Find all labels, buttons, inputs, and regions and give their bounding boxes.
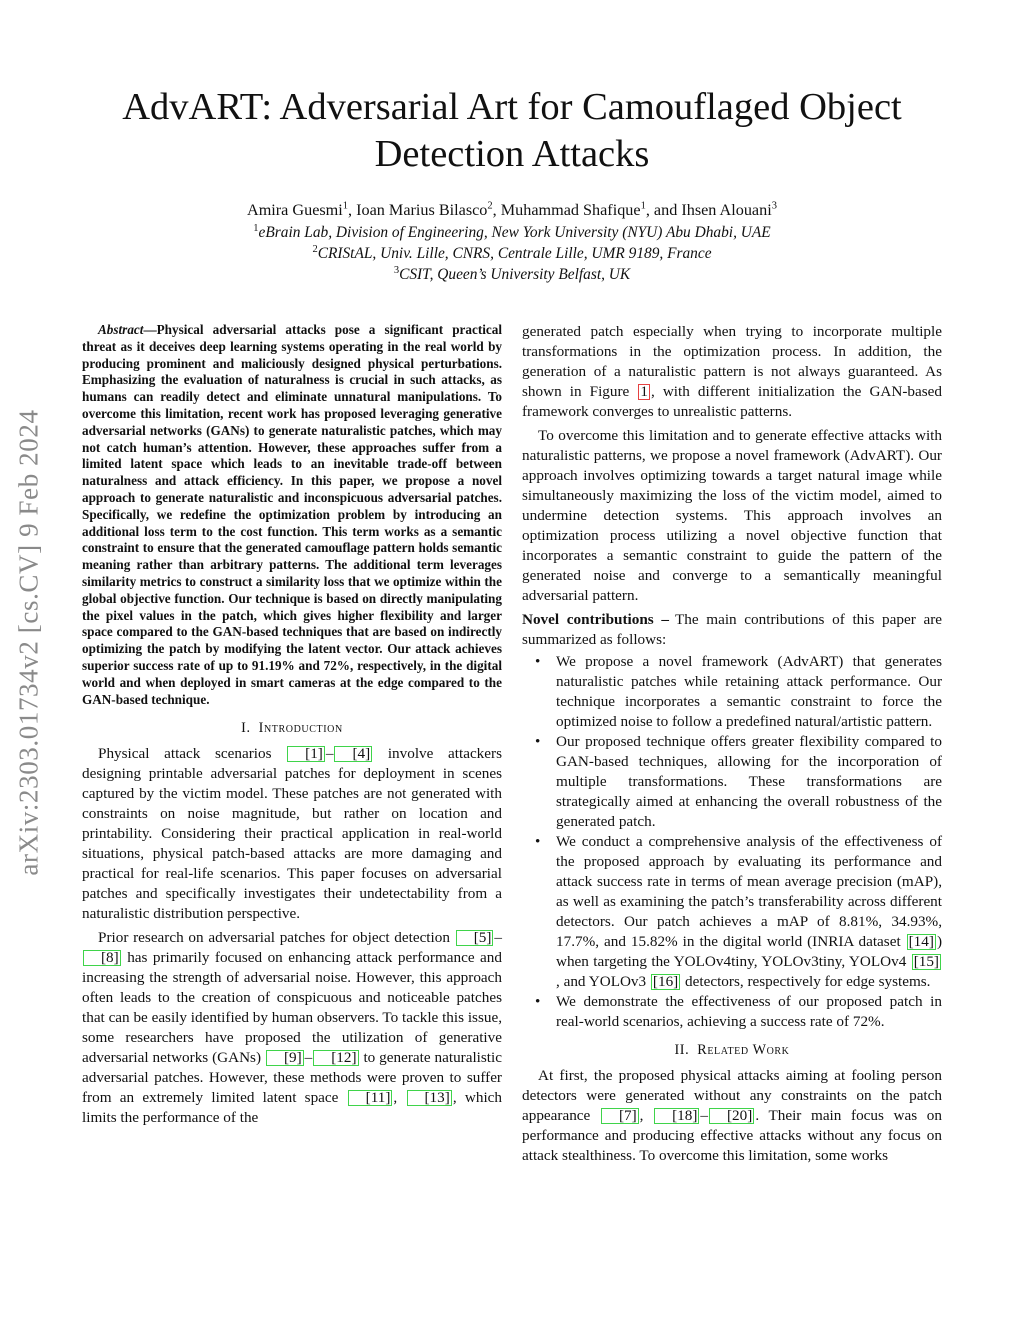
affiliation-text: eBrain Lab, Division of Engineering, New York University (NYU) Abu Dhabi, UAE: [258, 224, 771, 241]
paragraph-text: , which limits the performance of the: [82, 1089, 502, 1127]
contribution-bullet-3: [556, 832, 942, 992]
affiliation-line: [60, 223, 964, 243]
arxiv-identifier: [6, 362, 52, 922]
paragraph-text: . Their main focus was on performance and producing effective attacks without any focus on attack stealthiness. To overcome this limitation, some works: [522, 1107, 942, 1164]
affiliation-number: 3: [393, 264, 400, 276]
continued-paragraph: [522, 322, 942, 422]
affiliation-line: [60, 265, 964, 285]
citation-link[interactable]: [9]: [266, 1050, 304, 1066]
citation-link[interactable]: [14]: [908, 933, 934, 950]
citation-link[interactable]: [13]: [407, 1090, 452, 1106]
paragraph-text: ,: [393, 1089, 406, 1107]
citation-link[interactable]: [15]: [913, 953, 939, 970]
abstract: [82, 322, 502, 708]
contributions-label: Novel contributions –: [522, 611, 669, 628]
arxiv-identifier-text: arXiv:2303.01734v2 [cs.CV] 9 Feb 2024: [13, 408, 44, 876]
citation-link[interactable]: [16]: [652, 973, 679, 990]
section-number: II.: [674, 1042, 690, 1058]
section-title: Related Work: [697, 1042, 790, 1058]
section-heading-introduction: [82, 718, 502, 738]
author-separator: ,: [492, 201, 501, 219]
right-column: [522, 322, 942, 1166]
citation-link[interactable]: [18]: [654, 1108, 699, 1124]
affiliation-line: [60, 244, 964, 264]
left-column: [82, 322, 502, 1128]
contributions-intro-text: The main contributions of this paper are summarized as follows:: [522, 611, 942, 648]
paper-title-line-1: AdvART: Adversarial Art for Camouflaged Object: [122, 86, 902, 128]
author-list: [60, 200, 964, 221]
paragraph-text: has primarily focused on enhancing attack performance and increasing the strength of adversarial noise. However, this approach often leads to the creation of conspicuous and noticeable patches that can be easily identified by human observers. To tackle this issue, some researchers have proposed the utilization of generative adversarial networks (GANs): [82, 949, 502, 1067]
author-affiliation-mark: 1: [342, 200, 349, 212]
citation-link[interactable]: [12]: [313, 1050, 358, 1066]
author-affiliation-mark: 2: [487, 200, 493, 212]
figure-reference-link[interactable]: 1: [640, 383, 648, 400]
paragraph-text: Prior research on adversarial patches for object detection: [98, 929, 455, 947]
intro-paragraph-1: [82, 744, 502, 924]
abstract-text: —Physical adversarial attacks pose a significant practical threat as it deceives deep learning systems operating in the real world by producing prominent and maliciously designed physical perturbations. Emphasizing the evaluation of naturalness is crucial in such attacks, as humans can readily detect and eliminate unnatural manipulations. To overcome this limitation, recent work has proposed leveraging generative adversarial networks (GANs) to generate naturalistic patches, which may not catch human’s attention. However, these approaches suffer from a limited latent space which leads to an inevitable trade-off between naturalness and attack efficiency. In this paper, we propose a novel approach to generate naturalistic and inconspicuous adversarial patches. Specifically, we redefine the optimization problem by introducing an additional loss term to the cost function. This term works as a semantic constraint to ensure that the generated camouflage pattern holds semantic meaning rather than arbitrary patterns. The additional term leverages similarity metrics to construct a similarity loss that we optimize within the global objective function. Our technique is based on directly manipulating the pixel values in the patch, which gives higher flexibility and larger space compared to the GAN-based techniques that are based on indirectly optimizing the patch by modifying the latent vector. Our attack achieves superior success rate of up to 91.19% and 72%, respectively, in the digital world and when deployed in smart cameras at the edge compared to the GAN-based technique.: [82, 322, 502, 707]
contributions-list: [522, 652, 942, 1032]
paragraph-text: involve attackers designing printable adversarial patches for deployment in scenes captured by the victim model. These patches are not generated with constraints on noise magnitude, but rather on location and printability. Considering their practical application in real-world situations, physical patch-based attacks are more damaging and practical for real-life scenarios. This paper focuses on adversarial patches and specifically investigates their undetectability from a naturalistic distribution perspective.: [82, 745, 502, 923]
intro-paragraph-2: [82, 928, 502, 1128]
affiliation-number: 1: [253, 222, 259, 234]
paper-title-line-2: Detection Attacks: [374, 133, 650, 175]
paragraph-text: Physical attack scenarios: [98, 745, 287, 763]
author-name: Ihsen Alouani: [681, 201, 772, 219]
citation-link[interactable]: [20]: [709, 1108, 754, 1124]
paragraph-text: We conduct a comprehensive analysis of the effectiveness of the proposed approach by evaluating its performance and attack success rate in terms of mean average precision (mAP), as well as examining the patch’s transferability across different detectors. Our patch achieves a mAP of 8.81%, 34.93%, 17.7%, and 15.82% in the digital world (INRIA dataset: [556, 833, 942, 950]
section-heading-related-work: [522, 1040, 942, 1060]
contribution-bullet-4: • We demonstrate the effectiveness of our proposed patch in real-world scenarios, achieving a success rate of 72%.: [556, 992, 942, 1032]
author-name: Amira Guesmi: [247, 201, 343, 219]
author-affiliation-mark: 1: [640, 200, 646, 212]
section-title: Introduction: [258, 720, 343, 737]
paragraph-text: At first, the proposed physical attacks aiming at fooling person detectors were generated without any constraints on the patch appearance: [522, 1067, 942, 1124]
author-name: Muhammad Shafique: [500, 201, 641, 219]
affiliation-text: CSIT, Queen’s University Belfast, UK: [399, 266, 631, 283]
paragraph-text: , with different initialization the GAN-based framework converges to unrealistic patterns.: [522, 383, 942, 420]
author-separator: ,: [348, 201, 357, 219]
affiliation-text: CRIStAL, Univ. Lille, CNRS, Centrale Lille, UMR 9189, France: [317, 245, 712, 262]
paper-title: [60, 84, 964, 178]
paragraph-text: –: [304, 1049, 313, 1067]
citation-link[interactable]: [7]: [601, 1108, 639, 1124]
author-name: Ioan Marius Bilasco: [356, 201, 488, 219]
paragraph-text: ) when targeting the YOLOv4tiny, YOLOv3tiny, YOLOv4: [556, 933, 942, 970]
citation-link[interactable]: [4]: [334, 746, 372, 762]
contributions-intro: [522, 610, 942, 650]
paragraph-text: , and YOLOv3: [556, 973, 650, 990]
paragraph-text: ,: [639, 1107, 654, 1124]
contribution-bullet-1: • We propose a novel framework (AdvART) that generates naturalistic patches while retaining attack performance. Our technique incorporates a semantic constraint to force the optimized noise to follow a predefined natural/artistic pattern.: [556, 652, 942, 732]
paragraph-text: –: [700, 1107, 708, 1124]
author-separator: , and: [645, 201, 682, 219]
affiliation-number: 2: [312, 243, 318, 255]
paragraph-text: –: [325, 745, 334, 763]
paragraph-text: detectors, respectively for edge systems.: [681, 973, 931, 990]
citation-link[interactable]: [11]: [348, 1090, 393, 1106]
citation-link[interactable]: [8]: [83, 950, 121, 966]
abstract-label: Abstract: [98, 322, 144, 337]
related-work-paragraph: [522, 1066, 942, 1166]
section-number: I.: [241, 720, 251, 737]
paragraph-text: to generate naturalistic adversarial patches. However, these methods were proven to suffer from an extremely limited latent space: [82, 1049, 502, 1107]
approach-paragraph: To overcome this limitation and to generate effective attacks with naturalistic patterns, we propose a novel framework (AdvART). Our approach involves optimizing towards a target natural image while simultaneously maximizing the loss of the victim model, aimed to undermine detection systems. This approach involves an optimization process utilizing a novel objective function that incorporates a semantic constraint to guide the pattern of the generated noise and converge to a semantically meaningful adversarial pattern.: [522, 427, 942, 604]
paragraph-text: –: [494, 929, 502, 947]
contribution-bullet-2: • Our proposed technique offers greater flexibility compared to GAN-based techniques, allowing for the incorporation of multiple transformations. These transformations are strategically aimed at enhancing the overall robustness of the generated patch.: [556, 732, 942, 832]
citation-link[interactable]: [5]: [456, 930, 494, 946]
author-affiliation-mark: 3: [771, 200, 777, 212]
citation-link[interactable]: [1]: [287, 746, 325, 762]
paragraph-text: generated patch especially when trying to incorporate multiple transformations in the optimization process. In addition, the generation of a naturalistic pattern is not always guaranteed. As shown in Figure: [522, 323, 942, 400]
